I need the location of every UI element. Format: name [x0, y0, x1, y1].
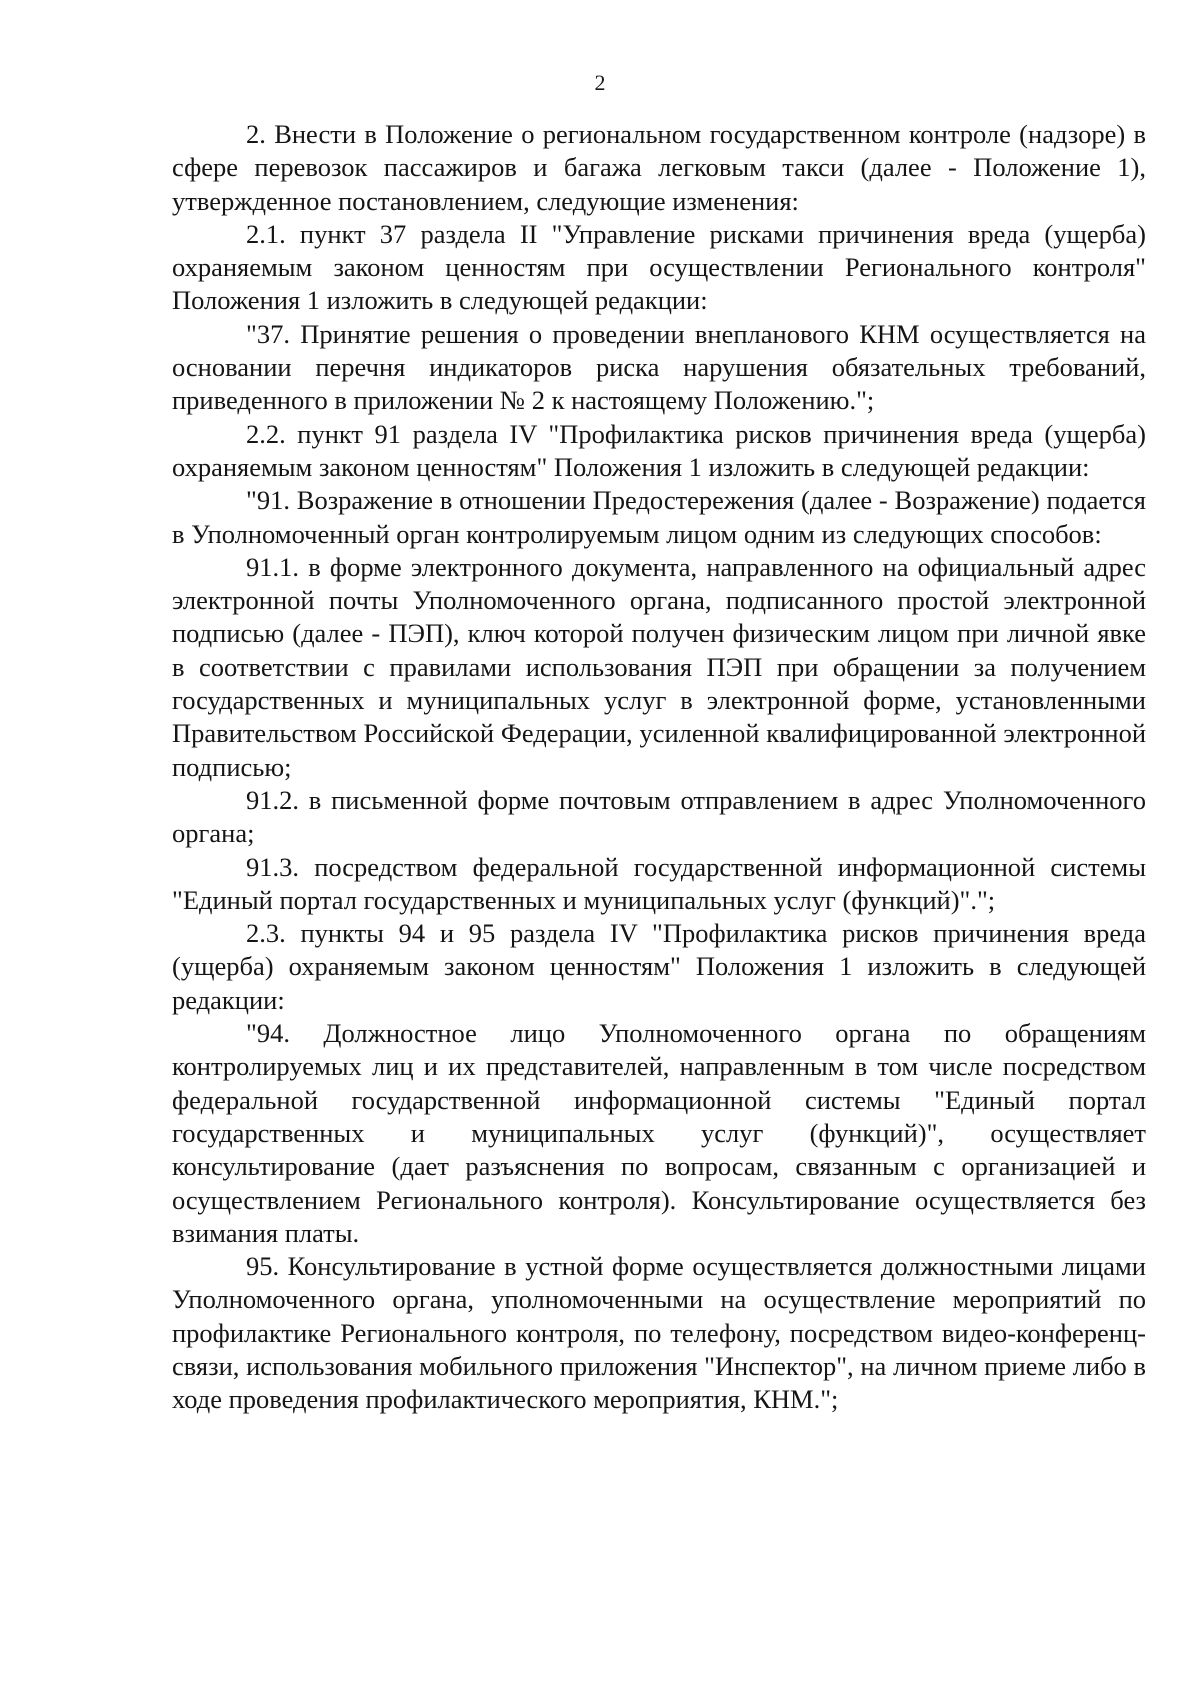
paragraph-clause-91-1: 91.1. в форме электронного документа, направленного на официальный адрес электронной почты Уполномоченного органа, подписанного простой электронной подписью (далее - ПЭП), ключ которой получен физическим лицом при личной явке в соответствии с правилами использования ПЭП при обращении за получением государственных и муниципальных услуг в электронной форме, установленными Правительством Российской Федерации, усиленной квалифицированной электронной подписью;: [172, 551, 1146, 782]
paragraph-item-2-3: 2.3. пункты 94 и 95 раздела IV "Профилактика рисков причинения вреда (ущерба) охраняемым законом ценностям" Положения 1 изложить в следующей редакции:: [172, 918, 1146, 1015]
paragraph-item-2-2: 2.2. пункт 91 раздела IV "Профилактика рисков причинения вреда (ущерба) охраняемым законом ценностям" Положения 1 изложить в следующей редакции:: [172, 418, 1146, 482]
page-number: 2: [594, 70, 606, 95]
paragraph-clause-94: "94. Должностное лицо Уполномоченного органа по обращениям контролируемых лиц и их представителей, направленным в том числе посредством федеральной государственной информационной системы "Единый портал государственных и муниципальных услуг (функций)", осуществляет консультирование (дает разъяснения по вопросам, связанным с организацией и осуществлением Регионального контроля). Консультирование осуществляется без взимания платы.: [172, 1018, 1146, 1248]
paragraph-item-2: 2. Внести в Положение о региональном государственном контроле (надзоре) в сфере перевозок пассажиров и багажа легковым такси (далее - Положение 1), утвержденное постановлением, следующие изменения:: [172, 119, 1146, 216]
paragraph-clause-91: "91. Возражение в отношении Предостережения (далее - Возражение) подается в Уполномоченный орган контролируемым лицом одним из следующих способов:: [172, 485, 1146, 549]
document-body: [172, 118, 1146, 1417]
paragraph-clause-91-3: 91.3. посредством федеральной государственной информационной системы "Единый портал государственных и муниципальных услуг (функций)".";: [172, 851, 1146, 915]
paragraph-clause-37: "37. Принятие решения о проведении внепланового КНМ осуществляется на основании перечня индикаторов риска нарушения обязательных требований, приведенного в приложении № 2 к настоящему Положению.";: [172, 318, 1146, 416]
paragraph-clause-91-2: 91.2. в письменной форме почтовым отправлением в адрес Уполномоченного органа;: [172, 784, 1146, 849]
paragraph-clause-95: 95. Консультирование в устной форме осуществляется должностными лицами Уполномоченного органа, уполномоченными на осуществление мероприятий по профилактике Регионального контроля, по телефону, посредством видео-конференц-связи, использования мобильного приложения "Инспектор", на личном приеме либо в ходе проведения профилактического мероприятия, КНМ.";: [172, 1251, 1146, 1415]
paragraph-item-2-1: 2.1. пункт 37 раздела II "Управление рисками причинения вреда (ущерба) охраняемым законом ценностям при осуществлении Регионального контроля" Положения 1 изложить в следующей редакции:: [172, 218, 1146, 316]
